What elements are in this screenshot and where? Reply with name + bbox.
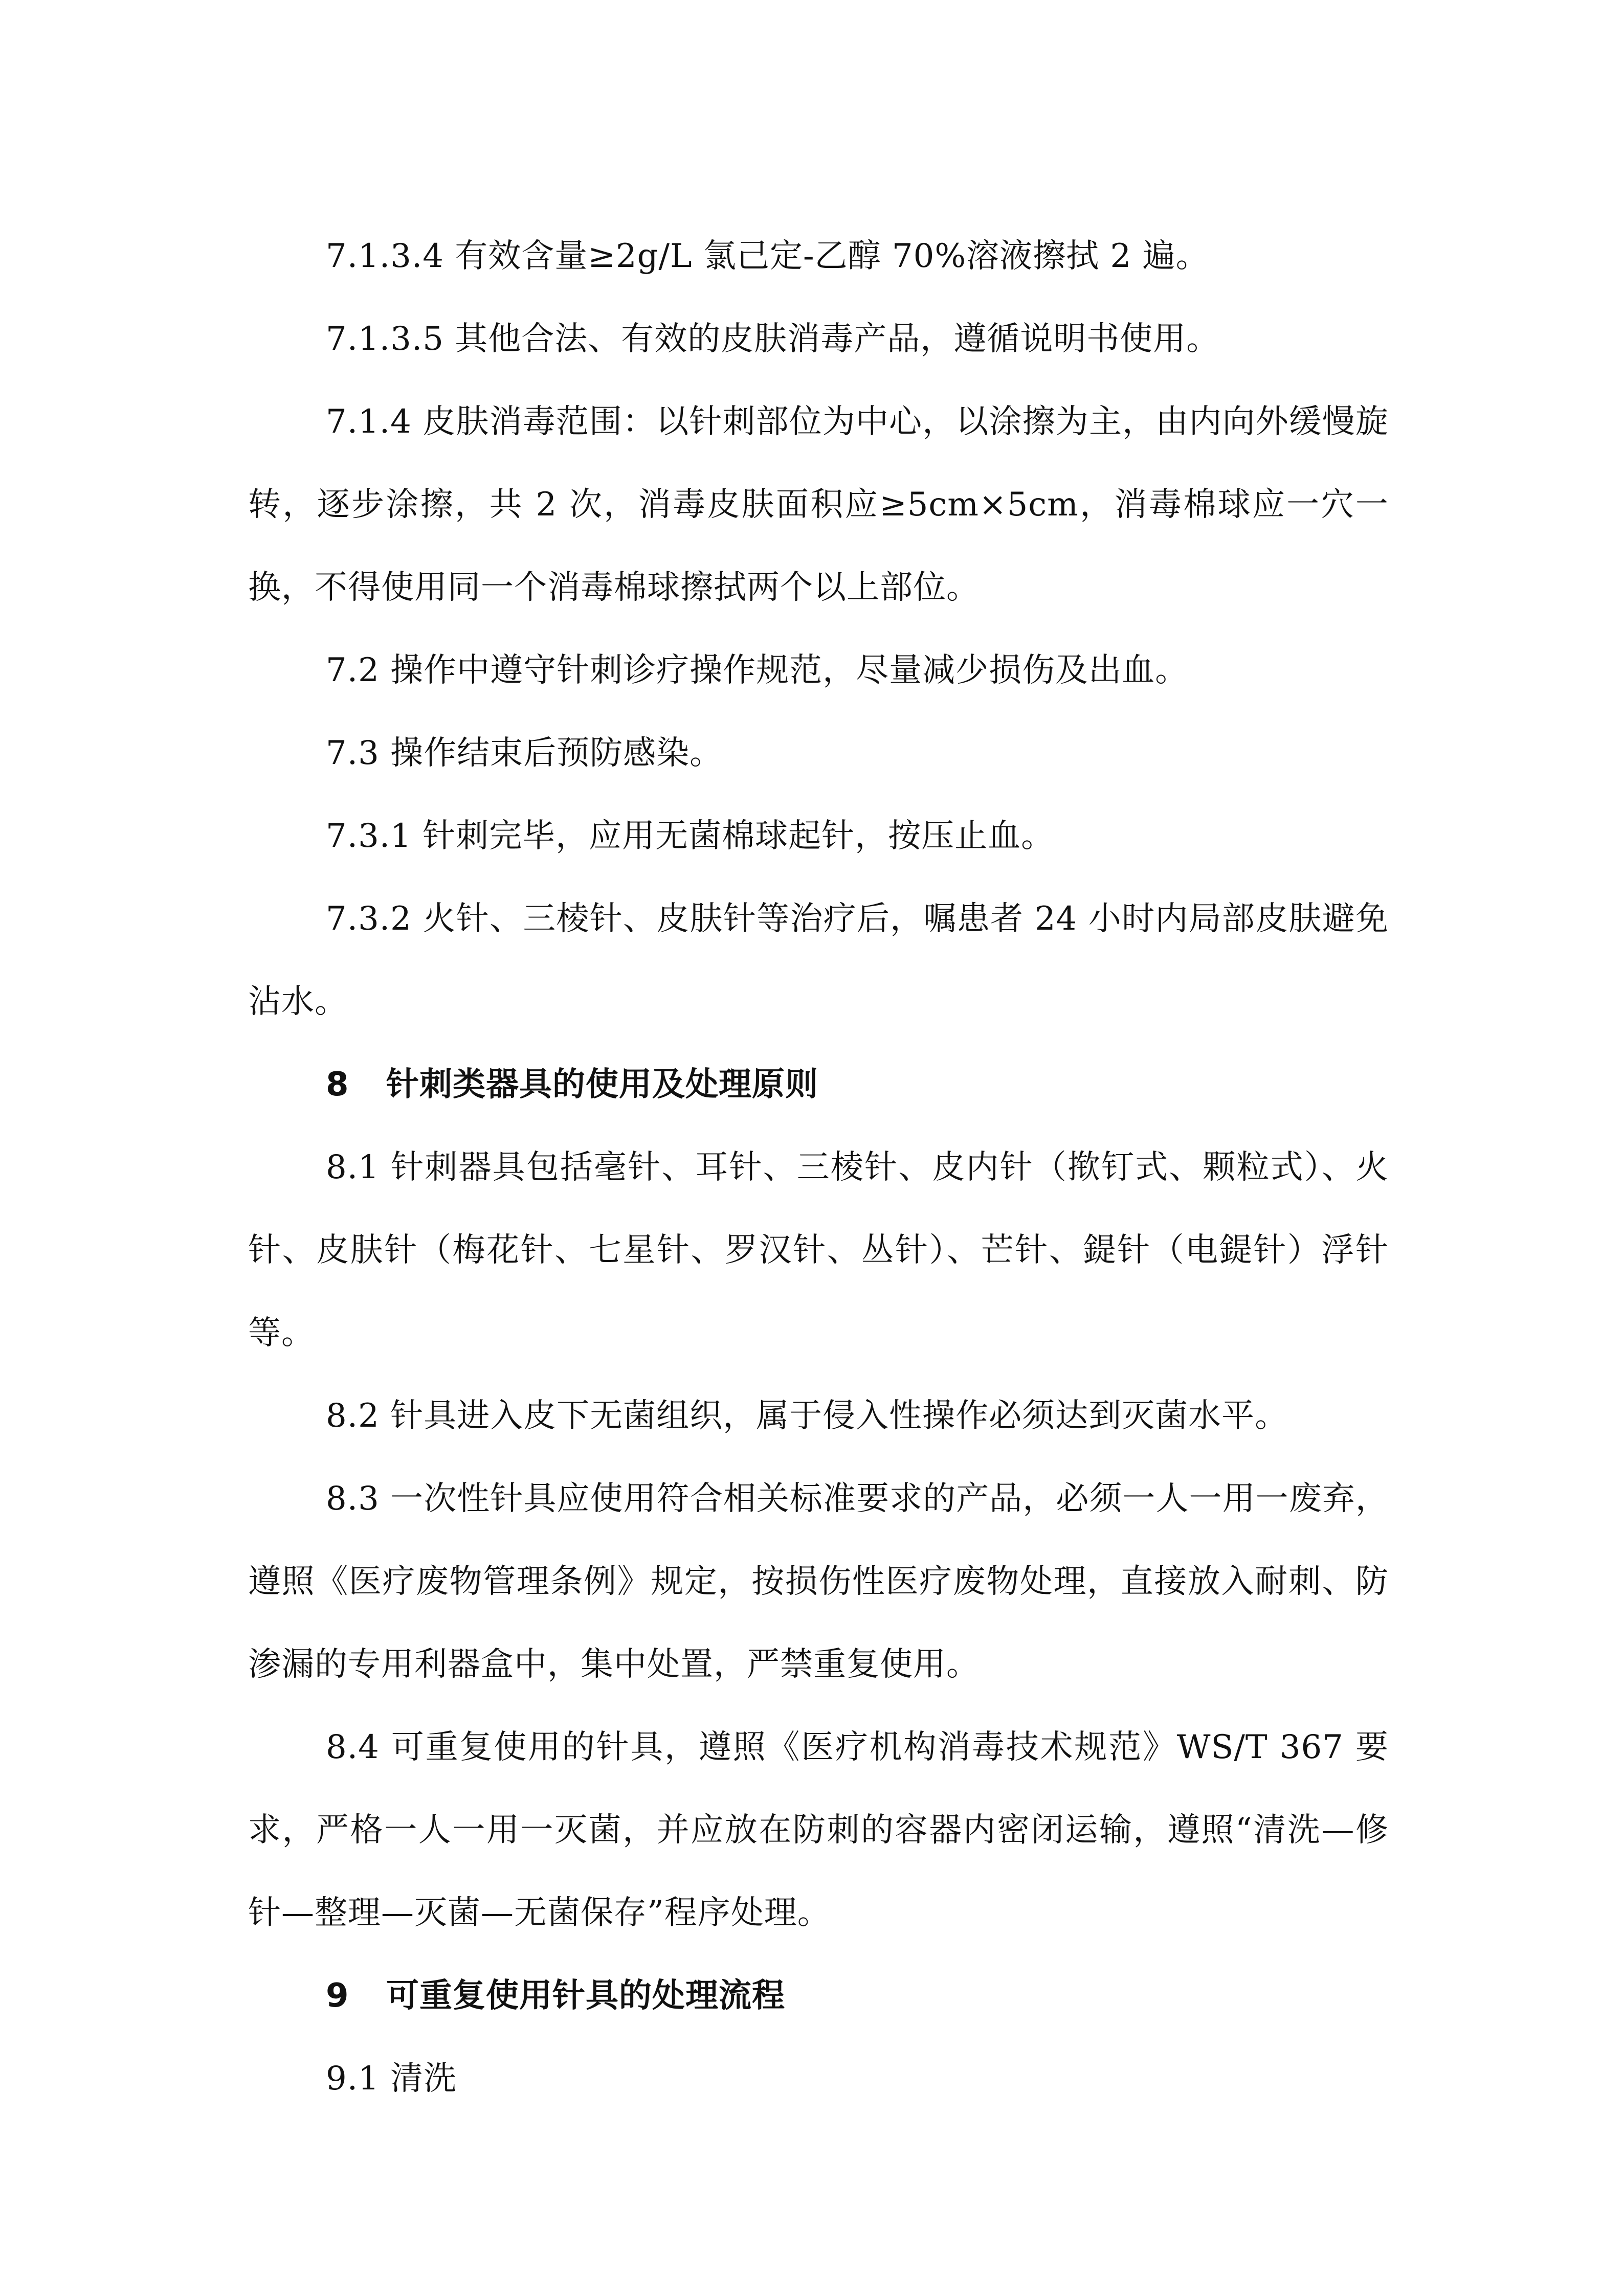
paragraph-7-2: 7.2 操作中遵守针刺诊疗操作规范，尽量减少损伤及出血。 xyxy=(326,651,1189,689)
paragraph-7-3: 7.3 操作结束后预防感染。 xyxy=(326,734,723,772)
section-title: 针刺类器具的使用及处理原则 xyxy=(386,1066,818,1104)
paragraph-8-1: 8.1 针刺器具包括毫针、耳针、三棱针、皮内针（揿钉式、颗粒式）、火针、皮肤针（梅花针、七星针、罗汉针、丛针）、芒针、鍉针（电鍉针）浮针等。 xyxy=(248,1149,1389,1352)
paragraph-9-1: 9.1 清洗 xyxy=(326,2060,457,2098)
paragraph-8-2: 8.2 针具进入皮下无菌组织，属于侵入性操作必须达到灭菌水平。 xyxy=(326,1397,1288,1435)
section-heading-8 xyxy=(248,1043,1389,1126)
paragraph-7-1-3-4: 7.1.3.4 有效含量≥2g/L 氯己定-乙醇 70%溶液擦拭 2 遍。 xyxy=(326,237,1209,275)
section-number: 9 xyxy=(326,1977,349,2015)
paragraph-7-3-2: 7.3.2 火针、三棱针、皮肤针等治疗后，嘱患者 24 小时内局部皮肤避免沾水。 xyxy=(248,900,1389,1021)
paragraph-7-3-1: 7.3.1 针刺完毕，应用无菌棉球起针，按压止血。 xyxy=(326,817,1055,855)
paragraph-8-3: 8.3 一次性针具应使用符合相关标准要求的产品，必须一人一用一废弃，遵照《医疗废物管理条例》规定，按损伤性医疗废物处理，直接放入耐刺、防渗漏的专用利器盒中，集中处置，严禁重复使用。 xyxy=(248,1480,1389,1683)
section-heading-9 xyxy=(248,1954,1389,2037)
section-title: 可重复使用针具的处理流程 xyxy=(386,1977,785,2015)
paragraph-8-4: 8.4 可重复使用的针具，遵照《医疗机构消毒技术规范》WS/T 367 要求，严格一人一用一灭菌，并应放在防刺的容器内密闭运输，遵照“清洗—修针—整理—灭菌—无菌保存”程序处理。 xyxy=(248,1728,1389,1932)
paragraph-7-1-3-5: 7.1.3.5 其他合法、有效的皮肤消毒产品，遵循说明书使用。 xyxy=(326,320,1220,358)
document-body xyxy=(248,215,1389,2120)
paragraph-7-1-4: 7.1.4 皮肤消毒范围：以针刺部位为中心，以涂擦为主，由内向外缓慢旋转，逐步涂擦，共 2 次，消毒皮肤面积应≥5cm×5cm，消毒棉球应一穴一换，不得使用同一个消毒棉球擦拭两个以上部位。 xyxy=(248,403,1389,606)
section-number: 8 xyxy=(326,1066,349,1104)
